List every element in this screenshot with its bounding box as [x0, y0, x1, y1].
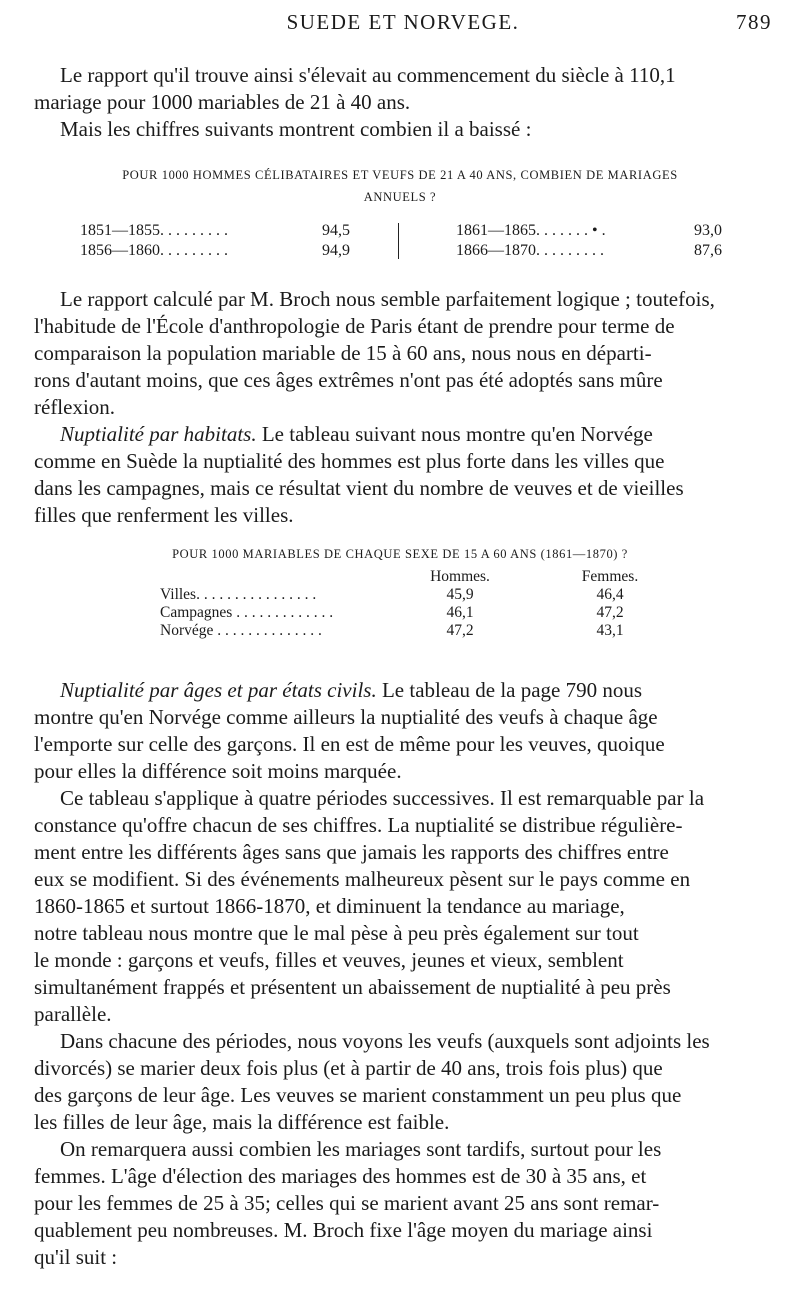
text-line: quablement peu nombreuses. M. Broch fixe l'âge moyen du mariage ainsi [34, 1218, 653, 1242]
paragraph-3 [34, 286, 766, 421]
table-row [160, 622, 680, 640]
section-lead: Nuptialité par habitats. [60, 422, 257, 446]
table-1-caption-line-1: POUR 1000 HOMMES CÉLIBATAIRES ET VEUFS DE 21 A 40 ANS, COMBIEN DE MARIAGES [122, 168, 678, 182]
text-line: pour les femmes de 25 à 35; celles qui se marient avant 25 ans sont remar- [34, 1191, 660, 1215]
text-line: ment entre les différents âges sans que jamais les rapports des chiffres entre [34, 840, 669, 864]
text-line: l'habitude de l'École d'anthropologie de Paris étant de prendre pour terme de [34, 314, 675, 338]
period-label: 1851—1855. . . . . . . . . [80, 222, 228, 239]
table-2-caption: POUR 1000 MARIABLES DE CHAQUE SEXE DE 15 A 60 ANS (1861—1870) ? [172, 547, 628, 561]
running-head [34, 8, 772, 38]
text-line: les filles de leur âge, mais la différence est faible. [34, 1110, 450, 1134]
text-line: femmes. L'âge d'élection des mariages des hommes est de 30 à 35 ans, et [34, 1164, 647, 1188]
text-line: notre tableau nous montre que le mal pèse à peu près également sur tout [34, 921, 639, 945]
table-1-left [80, 221, 350, 261]
row-label: Norvége . . . . . . . . . . . . . . [160, 622, 322, 639]
paragraph-7 [34, 1028, 766, 1136]
table-1-caption-line-2: ANNUELS ? [363, 190, 437, 204]
table-row [160, 586, 680, 604]
period-label: 1866—1870. . . . . . . . . [456, 242, 604, 259]
section-lead: Nuptialité par âges et par états civils. [60, 678, 377, 702]
table-1-right [456, 221, 722, 261]
rate-value: 94,9 [322, 242, 350, 259]
text-line: simultanément frappés et présentent un abaissement de nuptialité à peu près [34, 975, 671, 999]
period-label: 1861—1865. . . . . . . • . [456, 222, 606, 239]
femmes-value: 46,4 [596, 586, 624, 603]
femmes-value: 47,2 [596, 604, 624, 621]
table-row [160, 604, 680, 622]
running-title: SUEDE ET NORVEGE. [286, 10, 520, 34]
paragraph-6 [34, 785, 766, 1028]
period-label: 1856—1860. . . . . . . . . [80, 242, 228, 259]
paragraph-2 [34, 116, 766, 143]
page-number: 789 [736, 10, 772, 34]
femmes-value: 43,1 [596, 622, 624, 639]
text-line: Mais les chiffres suivants montrent combien il a baissé : [60, 117, 532, 141]
text-line: 1860-1865 et surtout 1866-1870, et diminuent la tendance au mariage, [34, 894, 625, 918]
text-line: le monde : garçons et veufs, filles et veuves, jeunes et vieux, semblent [34, 948, 624, 972]
paragraph-1 [34, 62, 766, 116]
text-line: des garçons de leur âge. Les veuves se marient constamment un peu plus que [34, 1083, 682, 1107]
hommes-value: 46,1 [446, 604, 474, 621]
row-label: Villes. . . . . . . . . . . . . . . . [160, 586, 317, 603]
text-line: Ce tableau s'applique à quatre périodes successives. Il est remarquable par la [60, 786, 705, 810]
table-row [456, 221, 722, 241]
text-line: rons d'autant moins, que ces âges extrêmes n'ont pas été adoptés sans mûre [34, 368, 663, 392]
text-line: réflexion. [34, 395, 116, 419]
column-header-hommes: Hommes. [430, 568, 490, 585]
text-line: montre qu'en Norvége comme ailleurs la nuptialité des veufs à chaque âge [34, 705, 658, 729]
table-row [456, 241, 722, 261]
text-line: comparaison la population mariable de 15 à 60 ans, nous nous en départi- [34, 341, 652, 365]
text-line: parallèle. [34, 1002, 112, 1026]
rate-value: 93,0 [694, 222, 722, 239]
text-line: l'emporte sur celle des garçons. Il en est de même pour les veuves, quoique [34, 732, 665, 756]
text-line: Nuptialité par âges et par états civils. Le tableau de la page 790 nous [60, 678, 643, 702]
text-line: Le rapport calculé par M. Broch nous semble parfaitement logique ; toutefois, [60, 287, 715, 311]
table-row [80, 241, 350, 261]
paragraph-8 [34, 1136, 766, 1271]
text-line: filles que renferment les villes. [34, 503, 294, 527]
table-row [80, 221, 350, 241]
rate-value: 87,6 [694, 242, 722, 259]
text-line: constance qu'offre chacun de ses chiffres. La nuptialité se distribue régulière- [34, 813, 683, 837]
row-label: Campagnes . . . . . . . . . . . . . [160, 604, 334, 621]
table-2 [160, 568, 680, 640]
column-header-femmes: Femmes. [581, 568, 639, 585]
hommes-value: 47,2 [446, 622, 474, 639]
text-line: dans les campagnes, mais ce résultat vient du nombre de veuves et de vieilles [34, 476, 684, 500]
text-line: qu'il suit : [34, 1245, 118, 1269]
text-line: comme en Suède la nuptialité des hommes est plus forte dans les villes que [34, 449, 665, 473]
table-header [160, 568, 680, 586]
rate-value: 94,5 [322, 222, 350, 239]
text-line: pour elles la différence soit moins marquée. [34, 759, 402, 783]
text-line: Nuptialité par habitats. Le tableau suivant nous montre qu'en Norvége [60, 422, 653, 446]
table-1-divider [398, 223, 399, 259]
text-line: eux se modifient. Si des événements malheureux pèsent sur le pays comme en [34, 867, 691, 891]
text-line: Dans chacune des périodes, nous voyons les veufs (auxquels sont adjoints les [60, 1029, 710, 1053]
paragraph-5 [34, 677, 766, 785]
paragraph-4 [34, 421, 766, 529]
text-line: Le rapport qu'il trouve ainsi s'élevait au commencement du siècle à 110,1 [60, 63, 676, 87]
text-line: divorcés) se marier deux fois plus (et à partir de 40 ans, trois fois plus) que [34, 1056, 663, 1080]
hommes-value: 45,9 [446, 586, 474, 603]
text-line: mariage pour 1000 mariables de 21 à 40 ans. [34, 90, 411, 114]
text-line: On remarquera aussi combien les mariages sont tardifs, surtout pour les [60, 1137, 662, 1161]
